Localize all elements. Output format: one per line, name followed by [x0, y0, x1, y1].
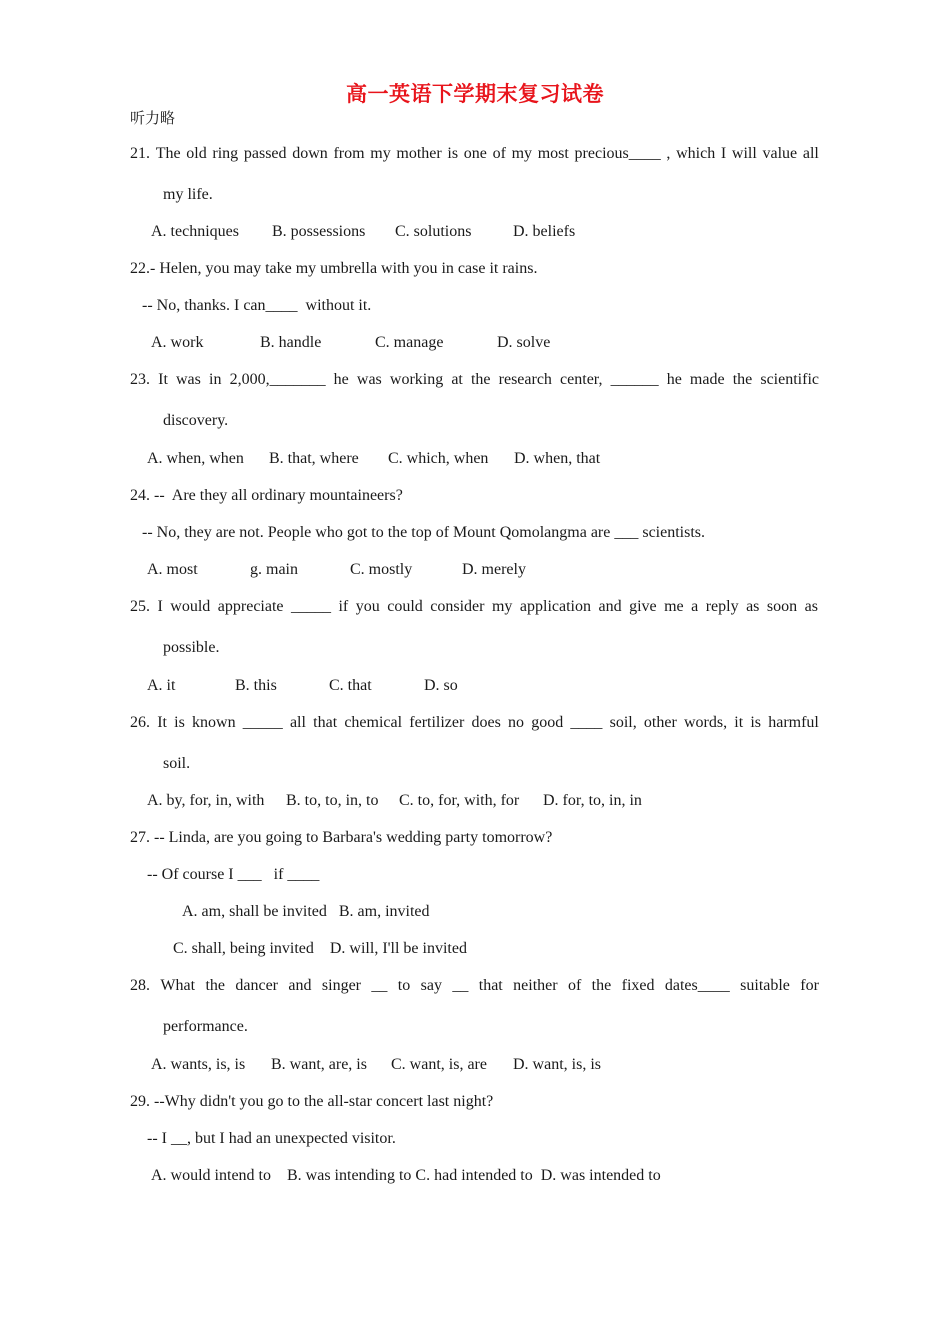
question-word: no: [508, 714, 525, 731]
question-word: say: [420, 977, 442, 994]
question-word: to: [397, 977, 411, 994]
q28-line1: [130, 976, 819, 996]
question-word: at: [451, 371, 463, 388]
q22-option-b: B. handle: [260, 334, 322, 351]
question-word: fertilizer: [409, 714, 465, 731]
q21-option-c: C. solutions: [395, 223, 472, 240]
question-word: is: [750, 714, 762, 731]
question-word: which: [676, 145, 716, 162]
q21-option-d: D. beliefs: [513, 223, 576, 240]
q23-line1: [130, 370, 819, 390]
question-word: you: [355, 598, 380, 615]
question-word: good: [531, 714, 564, 731]
question-word: __: [452, 977, 469, 994]
question-word: is: [174, 714, 185, 731]
question-word: It: [157, 714, 167, 731]
question-word: my: [370, 145, 391, 162]
q27-options-row1: A. am, shall be invited B. am, invited: [182, 903, 430, 920]
question-word: all: [289, 714, 306, 731]
question-word: is: [447, 145, 459, 162]
q22-option-c: C. manage: [375, 334, 444, 351]
q22-option-d: D. solve: [497, 334, 551, 351]
q24-option-b: g. main: [250, 561, 298, 578]
question-word: reply: [705, 598, 739, 615]
q22-line2: -- No, thanks. I can____ without it.: [142, 297, 372, 314]
q28-option-d: D. want, is, is: [513, 1056, 601, 1073]
question-word: the: [470, 371, 491, 388]
question-word: 26.: [130, 714, 150, 731]
question-word: singer: [321, 977, 362, 994]
q25-option-a: A. it: [147, 677, 176, 694]
q25-option-c: C. that: [329, 677, 372, 694]
question-word: 28.: [130, 977, 150, 994]
question-word: suitable: [740, 977, 790, 994]
question-word: ,: [666, 145, 671, 162]
question-word: What: [160, 977, 196, 994]
question-word: passed: [243, 145, 287, 162]
question-word: my: [491, 598, 513, 615]
q22-line1: 22.- Helen, you may take my umbrella with you in case it rains.: [130, 260, 538, 277]
question-word: made: [689, 371, 725, 388]
question-word: will: [731, 145, 757, 162]
q28-option-b: B. want, are, is: [271, 1056, 367, 1073]
q24-option-d: D. merely: [462, 561, 526, 578]
q23-line2: discovery.: [163, 412, 229, 429]
question-word: soil,: [609, 714, 637, 731]
q21-option-b: B. possessions: [272, 223, 366, 240]
question-word: 21.: [130, 145, 150, 162]
question-word: it: [734, 714, 744, 731]
question-word: he: [666, 371, 682, 388]
question-word: words,: [683, 714, 728, 731]
question-word: scientific: [760, 371, 819, 388]
q28-line2: performance.: [163, 1018, 248, 1035]
question-word: soon: [766, 598, 798, 615]
q26-line1: [130, 713, 819, 733]
q28-option-c: C. want, is, are: [391, 1056, 487, 1073]
q23-option-d: D. when, that: [514, 450, 601, 467]
question-word: me: [664, 598, 684, 615]
q21-line2: my life.: [163, 186, 213, 203]
question-word: ____: [570, 714, 603, 731]
question-word: that: [478, 977, 503, 994]
question-word: a: [691, 598, 699, 615]
question-word: dates____: [664, 977, 730, 994]
question-word: consider: [430, 598, 485, 615]
question-word: other: [643, 714, 677, 731]
question-word: would: [170, 598, 211, 615]
question-word: I: [720, 145, 727, 162]
question-word: value: [762, 145, 798, 162]
question-word: The: [155, 145, 181, 162]
question-word: my: [511, 145, 533, 162]
page-title: 高一英语下学期末复习试卷: [346, 82, 604, 106]
question-word: for: [800, 977, 819, 994]
question-word: was: [176, 371, 201, 388]
question-word: center,: [560, 371, 603, 388]
question-word: ______: [610, 371, 659, 388]
q25-option-b: B. this: [235, 677, 277, 694]
question-word: known: [192, 714, 236, 731]
q25-line2: possible.: [163, 639, 220, 656]
question-word: all: [802, 145, 819, 162]
question-word: if: [338, 598, 349, 615]
question-word: down: [292, 145, 328, 162]
question-word: fixed: [621, 977, 655, 994]
q24-line1: 24. -- Are they all ordinary mountaineers?: [130, 487, 403, 504]
question-word: working: [389, 371, 444, 388]
q26-option-a: A. by, for, in, with: [147, 792, 265, 809]
q26-option-c: C. to, for, with, for: [399, 792, 520, 809]
question-word: as: [804, 598, 818, 615]
question-word: of: [492, 145, 506, 162]
question-word: most: [537, 145, 569, 162]
question-word: precious____: [574, 145, 661, 162]
question-word: that: [313, 714, 338, 731]
q26-option-d: D. for, to, in, in: [543, 792, 642, 809]
question-word: _____: [242, 714, 283, 731]
question-word: of: [567, 977, 582, 994]
question-word: __: [371, 977, 388, 994]
q25-line1: [130, 597, 818, 617]
question-word: was: [356, 371, 382, 388]
question-word: the: [732, 371, 753, 388]
q24-option-c: C. mostly: [350, 561, 413, 578]
q22-option-a: A. work: [151, 334, 204, 351]
question-word: he: [333, 371, 349, 388]
q23-option-b: B. that, where: [269, 450, 359, 467]
q21-option-a: A. techniques: [151, 223, 239, 240]
q25-option-d: D. so: [424, 677, 458, 694]
q23-option-a: A. when, when: [147, 450, 244, 467]
question-word: and: [598, 598, 622, 615]
q27-line1: 27. -- Linda, are you going to Barbara's wedding party tomorrow?: [130, 829, 553, 846]
q27-options-row2: C. shall, being invited D. will, I'll be invited: [173, 940, 467, 957]
question-word: neither: [513, 977, 558, 994]
question-word: old: [186, 145, 207, 162]
question-word: I: [157, 598, 163, 615]
question-word: from: [333, 145, 365, 162]
listening-note: 听力略: [130, 109, 176, 127]
question-word: does: [471, 714, 501, 731]
question-word: It: [158, 371, 168, 388]
q26-line2: soil.: [163, 755, 191, 772]
q29-options: A. would intend to B. was intending to C. had intended to D. was intended to: [151, 1167, 661, 1184]
question-word: the: [205, 977, 225, 994]
question-word: in: [209, 371, 222, 388]
question-word: chemical: [344, 714, 403, 731]
q28-option-a: A. wants, is, is: [151, 1056, 246, 1073]
q24-option-a: A. most: [147, 561, 198, 578]
question-word: one: [463, 145, 487, 162]
question-word: could: [387, 598, 423, 615]
question-word: the: [591, 977, 612, 994]
question-word: ring: [212, 145, 239, 162]
q26-option-b: B. to, to, in, to: [286, 792, 379, 809]
question-word: harmful: [768, 714, 819, 731]
question-word: as: [746, 598, 760, 615]
q23-option-c: C. which, when: [388, 450, 489, 467]
question-word: _____: [291, 598, 331, 615]
question-word: give: [629, 598, 657, 615]
q29-line2: -- I __, but I had an unexpected visitor.: [147, 1130, 396, 1147]
question-word: research: [498, 371, 552, 388]
question-word: 2,000,_______: [229, 371, 326, 388]
question-word: 23.: [130, 371, 150, 388]
q27-line2: -- Of course I ___ if ____: [147, 866, 320, 883]
q24-line2: -- No, they are not. People who got to the top of Mount Qomolangma are ___ scientists.: [142, 524, 706, 541]
question-word: mother: [396, 145, 442, 162]
question-word: dancer: [235, 977, 279, 994]
q29-line1: 29. --Why didn't you go to the all-star concert last night?: [130, 1093, 494, 1110]
question-word: 25.: [130, 598, 150, 615]
question-word: appreciate: [217, 598, 284, 615]
question-word: application: [519, 598, 591, 615]
q21-line1: [130, 144, 819, 164]
question-word: and: [288, 977, 312, 994]
